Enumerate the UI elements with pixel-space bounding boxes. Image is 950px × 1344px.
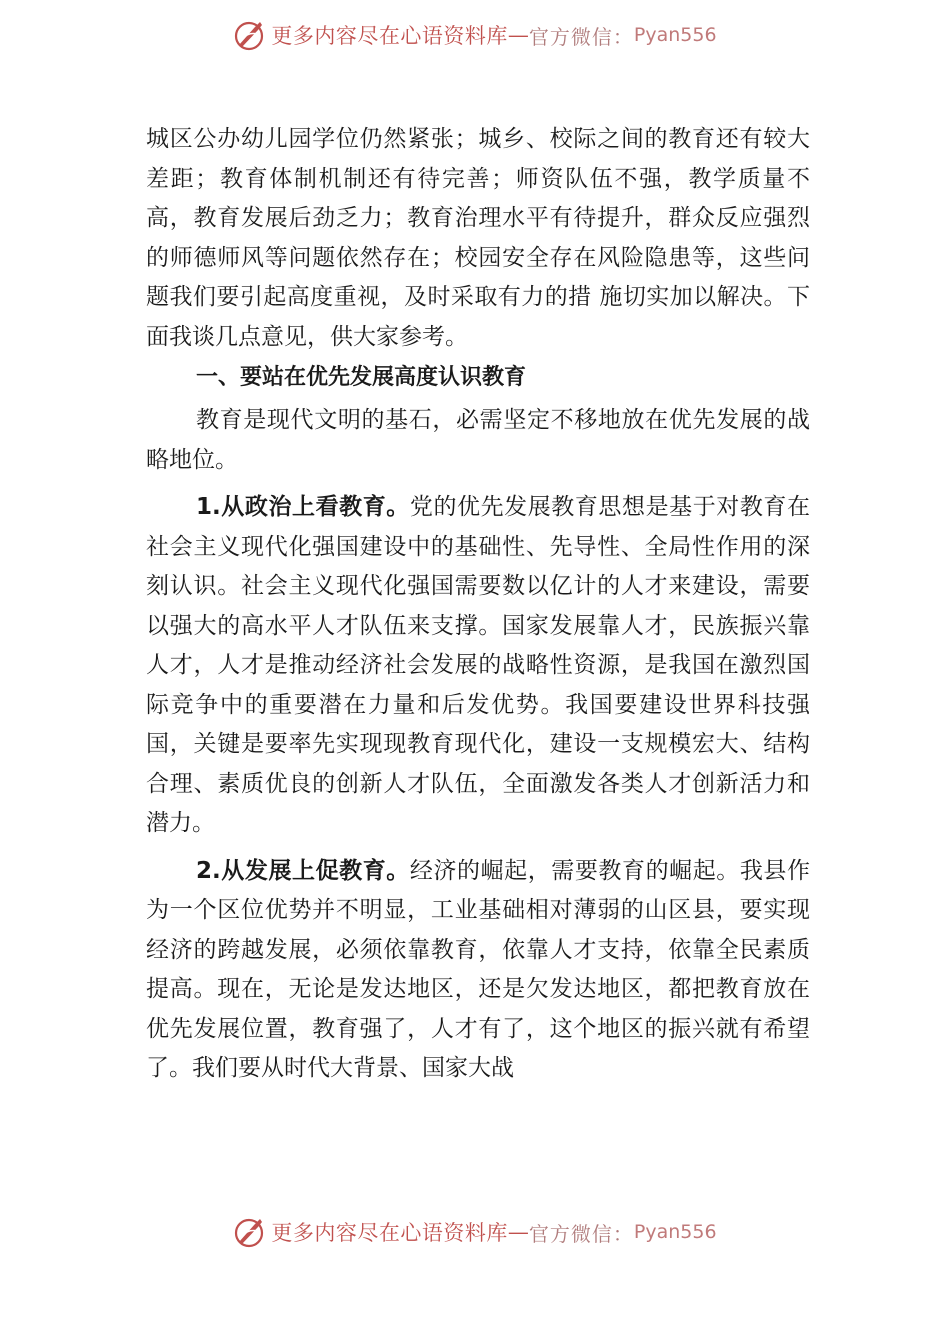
pen-logo-icon [233,1215,267,1249]
paragraph-4-lead: 2.从发展上促教育。 [196,857,410,884]
paragraph-3-lead: 1.从政治上看教育。 [196,494,410,520]
header-banner [0,15,950,55]
footer-wechat-label: 官方微信： [528,1221,634,1246]
document-body [146,120,810,1089]
paragraph-2: 教育是现代文明的基石，必需坚定不移地放在优先发展的战略地位。 [146,407,810,473]
header-separator: — [507,23,529,47]
header-wechat-id: Pyan556 [633,24,717,46]
paragraph-3-text: 党的优先发展教育思想是基于对教育在社会主义现代化强国建设中的基础性、先导性、全局性作用的深刻认识。社会主义现代化强国需要数以亿计的人才来建设，需要以强大的高水平人才队伍来支撑。国家发展靠人才，民族振兴靠人才，人才是推动经济社会发展的战略性资源，是我国在激烈国际竞争中的重要潜在力量和后发优势。我国要建设世界科技强国，关键是要率先实现现教育现代化，建设一支规模宏大、结构合理、素质优良的创新人才队伍，全面激发各类人才创新活力和潜力。 [146,494,810,836]
paragraph-3 [146,488,810,844]
pen-logo-icon [233,18,267,52]
header-slogan: 更多内容尽在心语资料库 [271,24,508,48]
footer-slogan: 更多内容尽在心语资料库 [271,1221,508,1245]
section-heading-1: 一、要站在优先发展高度认识教育 [196,365,527,390]
header-wechat-label: 官方微信： [528,24,634,49]
paragraph-4 [146,852,810,1089]
paragraph-4-text: 经济的崛起，需要教育的崛起。我县作为一个区位优势并不明显，工业基础相对薄弱的山区县，要实现经济的跨越发展，必须依靠教育，依靠人才支持，依靠全民素质提高。现在，无论是发达地区，还是欠发达地区，都把教育放在优先发展位置，教育强了，人才有了，这个地区的振兴就有希望了。我们要从时代大背景、国家大战 [146,857,810,1081]
footer-banner [0,1212,950,1252]
footer-wechat-id: Pyan556 [633,1221,717,1243]
paragraph-1: 城区公办幼儿园学位仍然紧张；城乡、校际之间的教育还有较大差距；教育体制机制还有待完善；师资队伍不强，教学质量不高，教育发展后劲乏力；教育治理水平有待提升，群众反应强烈的师德师风等问题依然存在；校园安全存在风险隐患等，这些问题我们要引起高度重视，及时采取有力的措 施切实加以解决。下面我谈几点意见，供大家参考。 [146,126,810,350]
footer-separator: — [507,1220,529,1244]
